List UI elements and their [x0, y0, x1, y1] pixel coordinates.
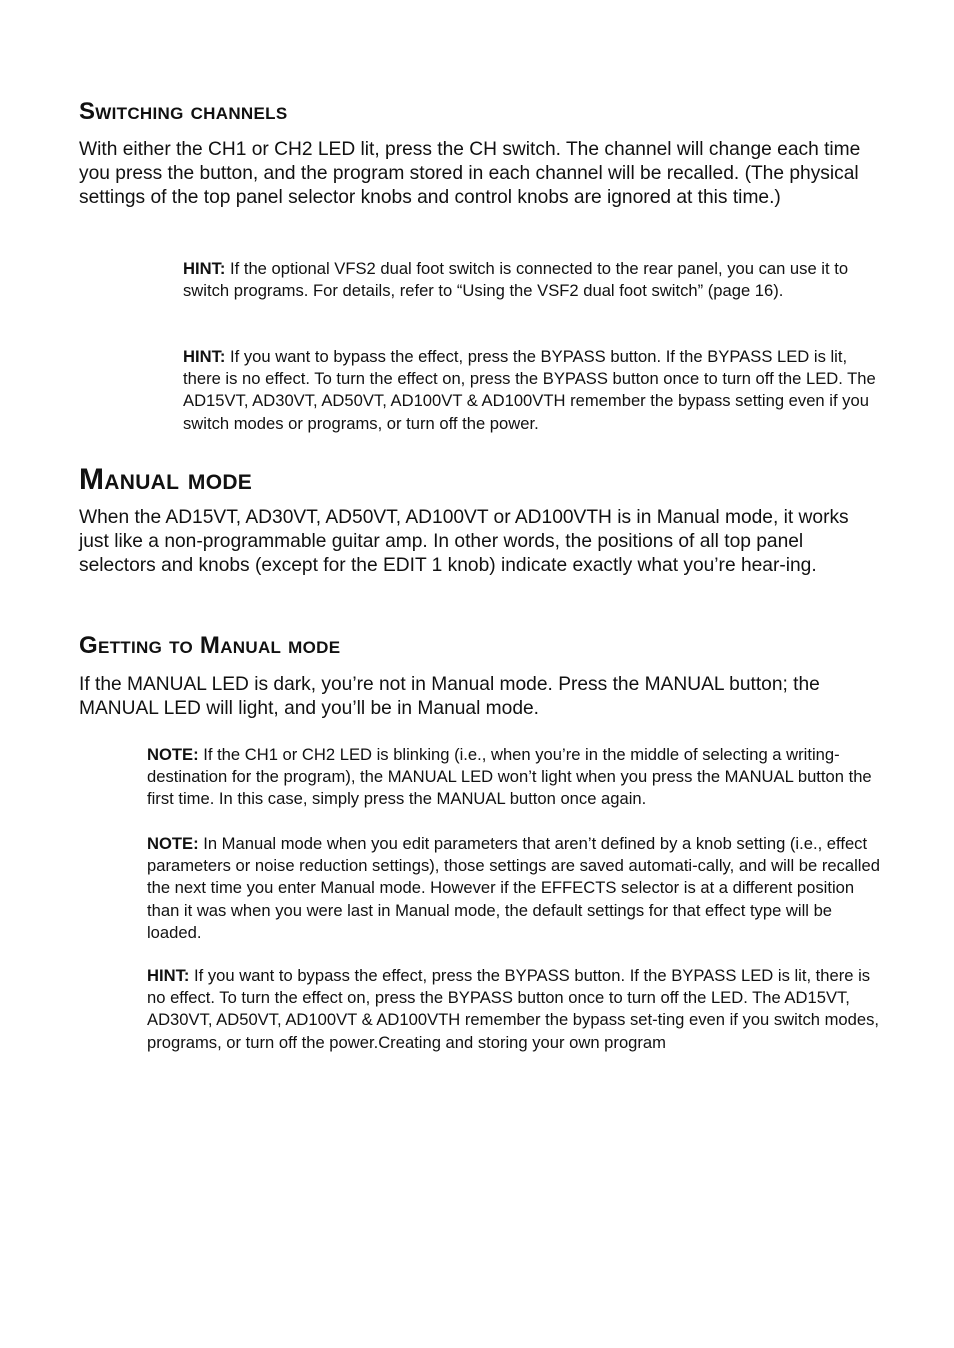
hint-text: If you want to bypass the effect, press the BYPASS button. If the BYPASS LED is lit, there is no effect. To turn the effect on, press the BYPASS button once to turn off the LED. The AD15VT, AD30VT, AD50VT, AD100VT & AD100VTH remember the bypass setting even if you switch modes or programs, or turn off the power.: [183, 347, 876, 433]
hint-label: HINT:: [183, 259, 226, 278]
hint-text: If you want to bypass the effect, press the BYPASS button. If the BYPASS LED is lit, there is no effect. To turn the effect on, press the BYPASS button once to turn off the LED. The AD15VT, AD30VT, AD50VT, AD100VT & AD100VTH remember the bypass set-ting even if you switch modes, programs, or turn off the power.Creating and storing your own program: [147, 966, 880, 1052]
note-label: NOTE:: [147, 745, 199, 764]
note-label: NOTE:: [147, 834, 199, 853]
heading-getting-to-manual-mode: Getting to Manual mode: [79, 632, 341, 659]
paragraph-manual-mode: When the AD15VT, AD30VT, AD50VT, AD100VT or AD100VTH is in Manual mode, it works just like a non-programmable guitar amp. In other words, the positions of all top panel selectors and knobs (except for the EDIT 1 knob) indicate exactly what you’re hear-ing.: [79, 507, 849, 576]
paragraph-getting-to-manual-mode: If the MANUAL LED is dark, you’re not in Manual mode. Press the MANUAL button; the MANUAL LED will light, and you’ll be in Manual mode.: [79, 674, 820, 719]
note-led-blinking: [147, 744, 880, 811]
hint-label: HINT:: [183, 347, 226, 366]
hint-label: HINT:: [147, 966, 190, 985]
note-text: In Manual mode when you edit parameters that aren’t defined by a knob setting (i.e., effect parameters or noise reduction settings), those settings are saved automati-cally, and will be recalled the next time you enter Manual mode. However if the EFFECTS selector is at a different position than it was when you were last in Manual mode, the default settings for that effect type will be loaded.: [147, 834, 880, 942]
paragraph-switching-channels: With either the CH1 or CH2 LED lit, press the CH switch. The channel will change each time you press the button, and the program stored in each channel will be recalled. (The physical settings of the top panel selector knobs and control knobs are ignored at this time.): [79, 139, 861, 208]
hint-text: If the optional VFS2 dual foot switch is connected to the rear panel, you can use it to switch programs. For details, refer to “Using the VSF2 dual foot switch” (page 16).: [183, 259, 849, 301]
hint-bypass-2: [147, 965, 880, 1054]
hint-foot-switch: [183, 258, 877, 302]
heading-manual-mode: Manual mode: [79, 463, 253, 496]
note-manual-parameters: [147, 833, 880, 944]
note-text: If the CH1 or CH2 LED is blinking (i.e., when you’re in the middle of selecting a writing-destination for the program), the MANUAL LED won’t light when you press the MANUAL button the first time. In this case, simply press the MANUAL button once again.: [147, 745, 872, 809]
heading-switching-channels: Switching channels: [79, 98, 288, 125]
hint-bypass-1: [183, 346, 877, 435]
